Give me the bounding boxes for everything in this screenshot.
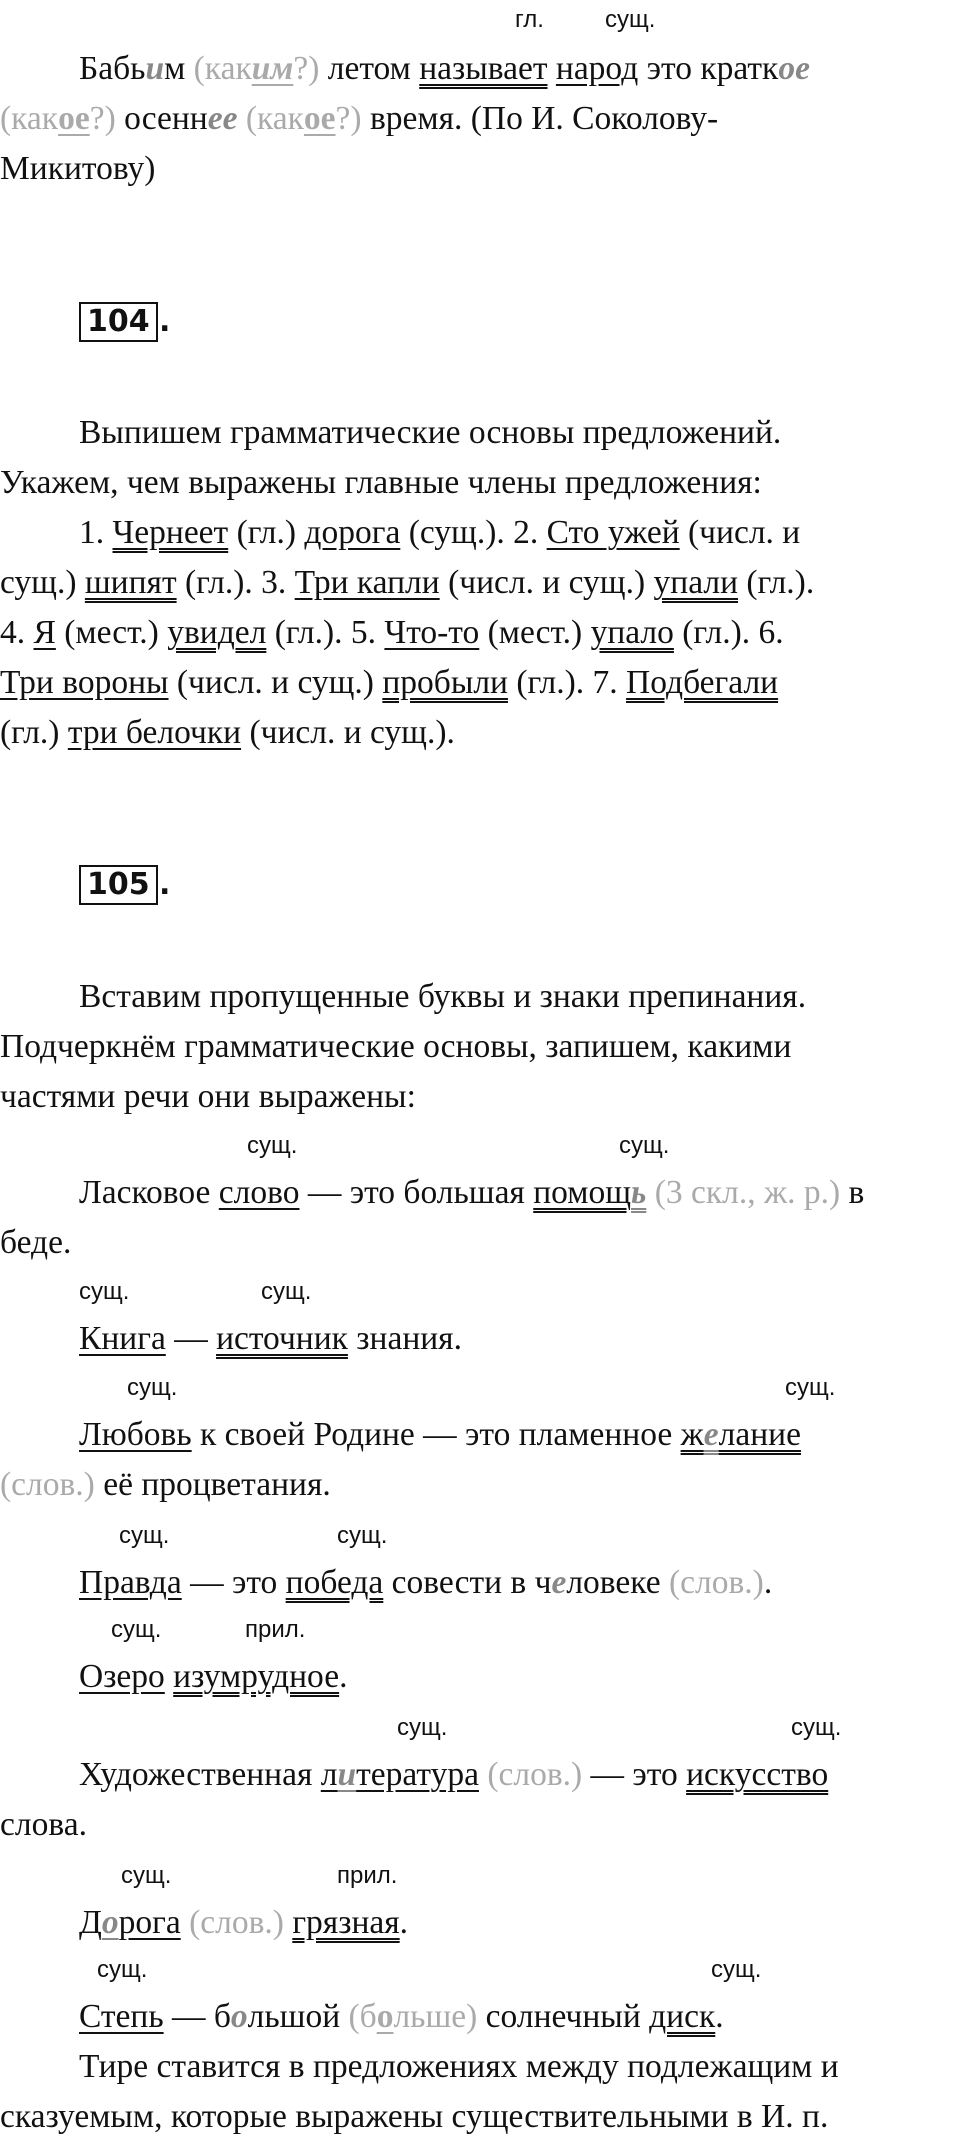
intro-line-3: Микитову) bbox=[0, 150, 156, 187]
sentence-1-cont: беде. bbox=[0, 1224, 72, 1261]
exercise-number-dot: . bbox=[159, 867, 171, 902]
pos-label: сущ. bbox=[97, 1956, 148, 1983]
sentence-8: Степь — большой (больше) солнечный диск. bbox=[79, 1998, 724, 2035]
intro-line-2: (какое?) осеннее (какое?) время. (По И. Соколову- bbox=[0, 100, 719, 137]
paragraph: сказуемым, которые выражены существительными в И. п. bbox=[0, 2098, 829, 2135]
pos-label: прил. bbox=[337, 1862, 398, 1889]
sentence-7: Дорога (слов.) грязная. bbox=[79, 1904, 409, 1941]
pos-label: сущ. bbox=[785, 1374, 836, 1401]
answer-line-3: 4. Я (мест.) увидел (гл.). 5. Что-то (мест.) упало (гл.). 6. bbox=[0, 614, 784, 651]
exercise-number-105: 105 bbox=[79, 865, 158, 905]
sentence-6-cont: слова. bbox=[0, 1806, 87, 1843]
paragraph: частями речи они выражены: bbox=[0, 1078, 416, 1115]
sentence-4: Правда — это победа совести в человеке (слов.). bbox=[79, 1564, 773, 1601]
pos-label: сущ. bbox=[121, 1862, 172, 1889]
pos-label: сущ. bbox=[127, 1374, 178, 1401]
exercise-number-104: 104 bbox=[79, 302, 158, 342]
sentence-3: Любовь к своей Родине — это пламенное желание bbox=[79, 1416, 801, 1453]
intro-line-1: Бабьим (каким?) летом называет народ это краткое bbox=[79, 50, 810, 87]
pos-label: сущ. bbox=[619, 1132, 670, 1159]
pos-label: сущ. bbox=[711, 1956, 762, 1983]
paragraph: Подчеркнём грамматические основы, запишем, какими bbox=[0, 1028, 792, 1065]
answer-line-1: 1. Чернеет (гл.) дорога (сущ.). 2. Сто ужей (числ. и bbox=[79, 514, 801, 551]
pos-label: сущ. bbox=[337, 1522, 388, 1549]
sentence-6: Художественная литература (слов.) — это искусство bbox=[79, 1756, 829, 1793]
paragraph: Укажем, чем выражены главные члены предложения: bbox=[0, 464, 762, 501]
pos-label: гл. bbox=[515, 6, 544, 33]
sentence-2: Книга — источник знания. bbox=[79, 1320, 462, 1357]
pos-label: сущ. bbox=[605, 6, 656, 33]
answer-line-5: (гл.) три белочки (числ. и сущ.). bbox=[0, 714, 455, 751]
sentence-3-cont: (слов.) её процветания. bbox=[0, 1466, 331, 1503]
pos-label: сущ. bbox=[247, 1132, 298, 1159]
paragraph: Тире ставится в предложениях между подлежащим и bbox=[79, 2048, 839, 2085]
paragraph: Вставим пропущенные буквы и знаки препинания. bbox=[79, 978, 807, 1015]
paragraph: Выпишем грамматические основы предложений. bbox=[79, 414, 782, 451]
pos-label: прил. bbox=[245, 1616, 306, 1643]
sentence-1: Ласковое слово — это большая помощь (3 скл., ж. р.) в bbox=[79, 1174, 865, 1211]
pos-label: сущ. bbox=[791, 1714, 842, 1741]
pos-label: сущ. bbox=[119, 1522, 170, 1549]
answer-line-4: Три вороны (числ. и сущ.) пробыли (гл.). 7. Подбегали bbox=[0, 664, 779, 701]
answer-line-2: сущ.) шипят (гл.). 3. Три капли (числ. и сущ.) упали (гл.). bbox=[0, 564, 815, 601]
pos-label: сущ. bbox=[111, 1616, 162, 1643]
exercise-number-dot: . bbox=[159, 304, 171, 339]
pos-label: сущ. bbox=[397, 1714, 448, 1741]
pos-label: сущ. bbox=[79, 1278, 130, 1305]
sentence-5: Озеро изумрудное. bbox=[79, 1658, 348, 1695]
pos-label: сущ. bbox=[261, 1278, 312, 1305]
